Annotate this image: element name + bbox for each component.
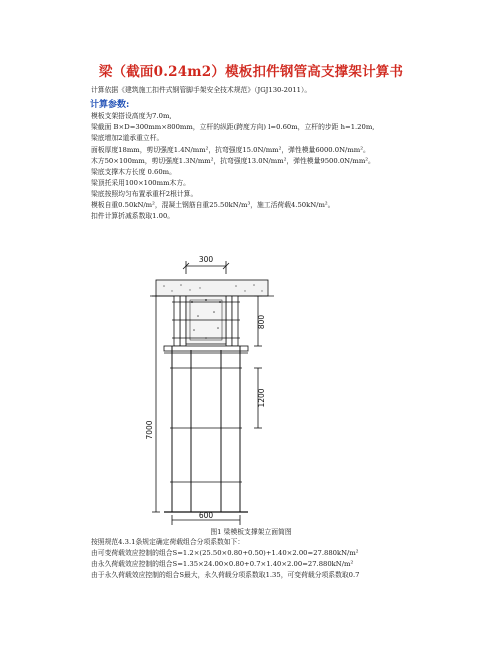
basis-text: 计算依据《建筑施工扣件式钢管脚手架安全技术规范》（JGJ130-2011）。 [91,86,312,94]
param-line: 面板厚度18mm，剪切强度1.4N/mm²，抗弯强度15.0N/mm²，弹性模量6000.0N/mm²。 [91,146,370,154]
param-line: 梁截面 B×D=300mm×800mm，立杆的纵距(跨度方向) l=0.60m，立杆的步距 h=1.20m, [91,123,375,131]
beam-formwork-right [226,296,232,346]
after-line: 按照规范4.3.1条规定确定荷载组合分项系数如下： [91,538,245,546]
dim-top-label: 300 [198,255,214,264]
param-line: 木方50×100mm，剪切强度1.3N/mm²，抗弯强度13.0N/mm²，弹性模量9500.0N/mm²。 [91,157,375,165]
after-line: 由于永久荷载效应控制的组合S最大，永久荷载分项系数取1.35，可变荷载分项系数取0.7 [91,571,360,579]
left-dimension [145,296,160,512]
param-line: 梁顶托采用100×100mm木方。 [91,179,190,187]
param-line: 扣件计算折减系数取1.00。 [91,212,175,220]
dim-right-lower-label: 1200 [257,388,266,408]
param-line: 模板自重0.50kN/m²，混凝土钢筋自重25.50kN/m³，施工活荷载4.50kN/m²。 [91,201,335,209]
right-dimension-upper [254,296,266,346]
top-dimension [183,255,229,274]
dim-right-upper-label: 800 [257,314,266,330]
param-line: 梁底按照均匀布置承重杆2根计算。 [91,190,198,198]
after-line: 由永久荷载效应控制的组合S=1.35×24.00×0.80+0.7×1.40×2.00=27.880kN/m² [91,560,354,568]
dim-bottom-label: 600 [198,511,214,520]
support-elevation-figure [145,250,300,530]
param-line: 模板支架搭设高度为7.0m, [91,112,172,120]
params-heading: 计算参数: [90,100,130,110]
bottom-bearer [164,346,248,351]
param-line: 梁底增加2道承重立杆。 [91,134,164,142]
after-line: 由可变荷载效应控制的组合S=1.2×(25.50×0.80+0.50)+1.40×2.00=27.880kN/m² [91,549,359,557]
param-line: 梁底支撑木方长度 0.60m。 [91,168,176,176]
bottom-dimension [172,511,240,525]
figure-caption: 图1 梁模板支撑架立面简图 [210,528,292,536]
beam-formwork-left [180,296,186,346]
document-title: 梁（截面0.24m2）模板扣件钢管高支撑架计算书 [98,64,404,80]
concrete-slab [156,280,268,296]
right-dimension-lower [254,368,266,428]
dim-left-label: 7000 [145,420,154,440]
